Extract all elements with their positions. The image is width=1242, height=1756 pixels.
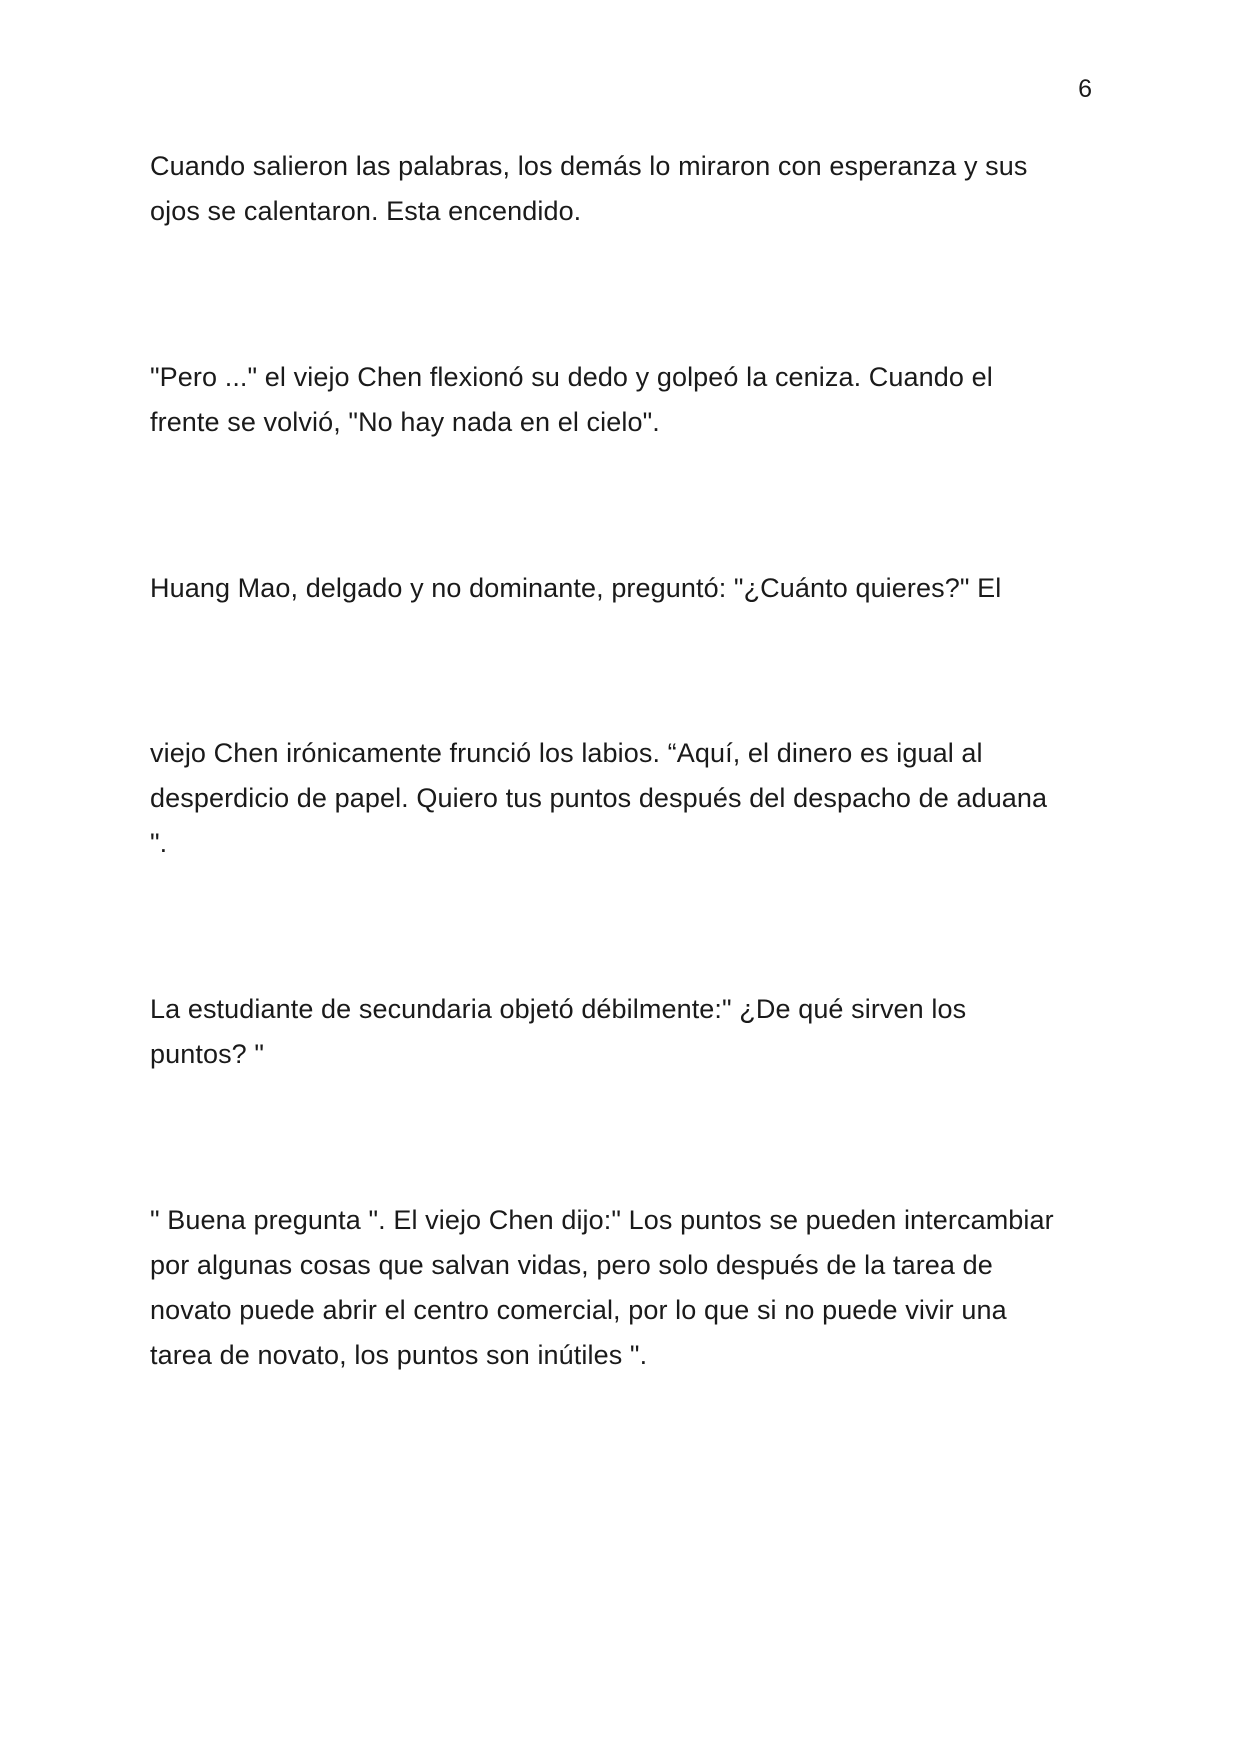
paragraph-1-line-2: ojos se calentaron. Esta encendido. [150, 196, 582, 226]
page-number: 6 [1078, 75, 1092, 103]
paragraph-5-line-2: puntos? " [150, 1039, 265, 1069]
paragraph-3-line-1: Huang Mao, delgado y no dominante, preguntó: "¿Cuánto quieres?" El [150, 573, 1002, 603]
paragraph-4-line-2: desperdicio de papel. Quiero tus puntos después del despacho de aduana [150, 783, 1048, 813]
paragraph-6-line-1: " Buena pregunta ". El viejo Chen dijo:" Los puntos se pueden intercambiar [150, 1205, 1054, 1235]
paragraph-1-line-1: Cuando salieron las palabras, los demás lo miraron con esperanza y sus [150, 151, 1028, 181]
paragraph-2-line-1: "Pero ..." el viejo Chen flexionó su dedo y golpeó la ceniza. Cuando el [150, 362, 993, 392]
paragraph-6-line-4: tarea de novato, los puntos son inútiles ". [150, 1340, 648, 1370]
paragraph-4-line-1: viejo Chen irónicamente frunció los labios. “Aquí, el dinero es igual al [150, 738, 983, 768]
paragraph-4-line-3: ". [150, 828, 168, 858]
paragraph-6-line-2: por algunas cosas que salvan vidas, pero solo después de la tarea de [150, 1250, 993, 1280]
paragraph-6-line-3: novato puede abrir el centro comercial, por lo que si no puede vivir una [150, 1295, 1007, 1325]
paragraph-2-line-2: frente se volvió, "No hay nada en el cielo". [150, 407, 660, 437]
paragraph-5-line-1: La estudiante de secundaria objetó débilmente:" ¿De qué sirven los [150, 994, 967, 1024]
